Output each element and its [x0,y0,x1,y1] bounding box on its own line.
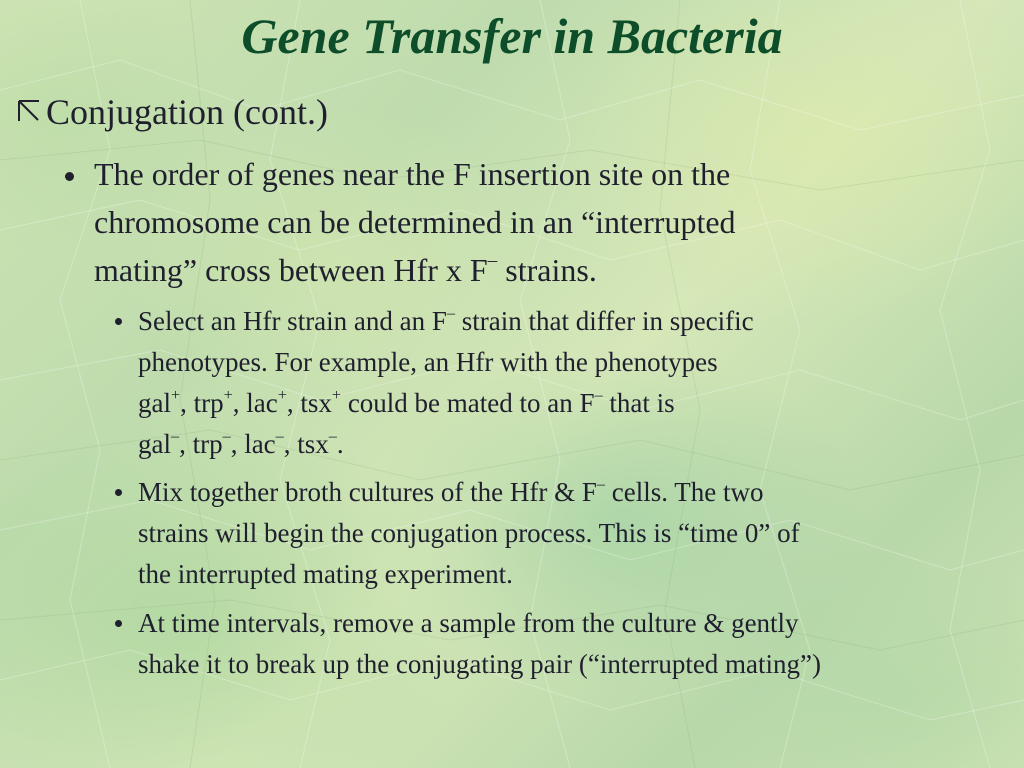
subpoint-item [114,472,1004,595]
subpoint-item [114,301,1004,465]
subpoint-line: shake it to break up the conjugating pair (“interrupted mating”) [138,649,822,679]
subpoint-text [138,603,1004,685]
subpoint-item [114,603,1004,685]
main-point-line-text: mating” cross between Hfr x F [94,252,488,288]
slide-title: Gene Transfer in Bacteria [241,8,783,64]
subpoint-line: gal–, trp–, lac–, tsx–. [138,426,344,459]
dot-icon [62,150,94,198]
subpoint-line: Select an Hfr strain and an F– strain that differ in specific [138,303,754,336]
bullet-icon [114,603,138,644]
superscript: – [487,250,498,272]
bullet-icon [114,301,138,342]
main-point-line: chromosome can be determined in an “interrupted [94,204,736,240]
bullet-icon [114,472,138,513]
subpoint-text [138,301,1004,465]
main-point-text [94,150,962,294]
heading-item [14,88,1004,136]
main-point [62,150,962,294]
subpoint-line: gal+, trp+, lac+, tsx+ could be mated to an F– that is [138,385,675,418]
heading-text: Conjugation (cont.) [46,92,328,132]
subpoint-line: phenotypes. For example, an Hfr with the phenotypes [138,347,718,377]
subpoint-line: the interrupted mating experiment. [138,559,513,589]
subpoint-line: At time intervals, remove a sample from the culture & gently [138,608,799,638]
main-point-line-tail: strains. [497,252,597,288]
up-left-arrow-icon [14,88,46,136]
main-point-line [94,246,962,294]
subpoint-line: strains will begin the conjugation process. This is “time 0” of [138,518,800,548]
subpoint-text [138,472,1004,595]
main-point-line: The order of genes near the F insertion site on the [94,156,731,192]
subpoint-line: Mix together broth cultures of the Hfr & F– cells. The two [138,474,764,507]
